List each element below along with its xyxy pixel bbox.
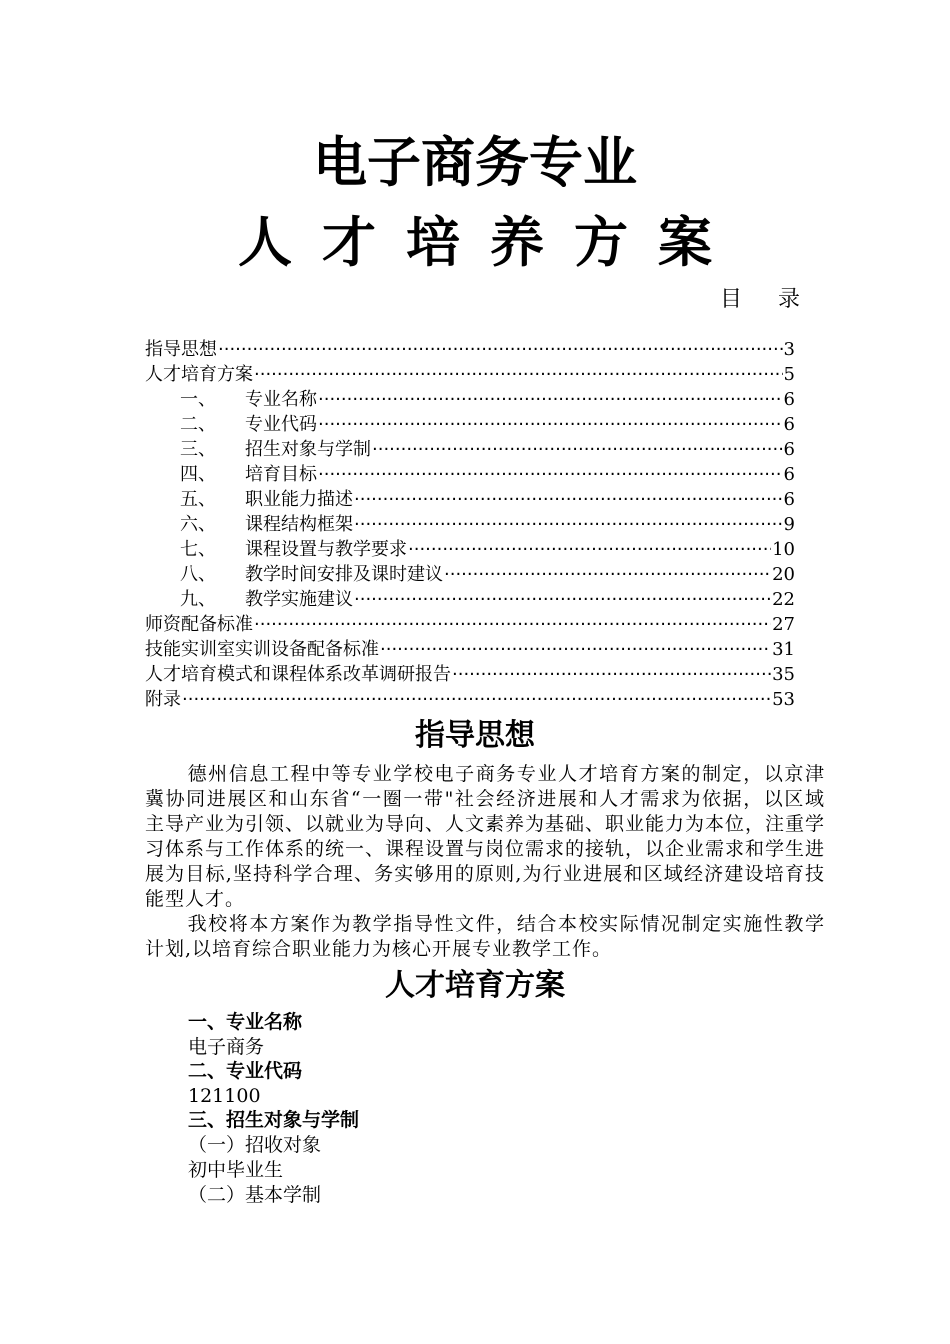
guide-paragraph-1 — [145, 762, 825, 912]
guide-paragraph-1-text: 德州信息工程中等专业学校电子商务专业人才培育方案的制定，以京津冀协同进展区和山东省“一圈一带"社会经济进展和人才需求为依据，以区域主导产业为引领、以就业为导向、人文素养为基础、职业能力为本位，注重学习体系与工作体系的统一、课程设置与岗位需求的接轨，以企业需求和学生进展为目标,坚持科学合理、务实够用的原则,为行业进展和区域经济建设培育技能型人才。 — [145, 763, 826, 910]
toc-item-number: 一、 — [180, 389, 216, 410]
toc-item-label: 技能实训室实训设备配备标准 — [145, 639, 379, 660]
toc-leader-dots — [372, 437, 783, 462]
toc-item-label: 职业能力描述 — [245, 489, 353, 510]
toc-item-label: 人才培育模式和课程体系改革调研报告 — [145, 664, 451, 685]
toc-leader-dots — [218, 337, 783, 362]
toc-item-page: 9 — [783, 514, 795, 535]
toc-item[interactable] — [145, 387, 795, 412]
toc-item[interactable] — [145, 437, 795, 462]
toc-item-label: 指导思想 — [145, 339, 217, 360]
toc-item-label: 招生对象与学制 — [245, 439, 371, 460]
section-title-plan: 人才培育方案 — [385, 968, 565, 1003]
toc-item[interactable] — [145, 562, 795, 587]
toc-item-page: 53 — [772, 689, 795, 710]
toc-item[interactable] — [145, 637, 795, 662]
toc-item-number: 六、 — [180, 514, 216, 535]
toc-item-number: 九、 — [180, 589, 216, 610]
toc-leader-dots — [254, 612, 771, 637]
toc-item-page: 6 — [783, 414, 795, 435]
subheading-enrollment-target: （一）招收对象 — [188, 1134, 322, 1156]
toc-leader-dots — [318, 387, 783, 412]
toc-leader-dots — [354, 512, 783, 537]
document-title-line1: 电子商务专业 — [313, 131, 637, 194]
text-major-name: 电子商务 — [188, 1036, 265, 1058]
guide-paragraph-2 — [145, 912, 825, 962]
text-enrollment-target: 初中毕业生 — [188, 1159, 284, 1181]
toc-item-page: 10 — [772, 539, 795, 560]
heading-enrollment: 三、招生对象与学制 — [188, 1109, 360, 1131]
toc-item-page: 3 — [783, 339, 795, 360]
toc-item-label: 教学实施建议 — [245, 589, 353, 610]
toc-item-page: 6 — [783, 489, 795, 510]
toc-item[interactable] — [145, 512, 795, 537]
guide-paragraph-2-text: 我校将本方案作为教学指导性文件，结合本校实际情况制定实施性教学计划,以培育综合职业能力为核心开展专业教学工作。 — [145, 913, 825, 960]
toc-leader-dots — [354, 587, 771, 612]
toc-item-label: 培育目标 — [245, 464, 317, 485]
toc-leader-dots — [318, 412, 783, 437]
toc-leader-dots — [182, 687, 771, 712]
toc-item[interactable] — [145, 362, 795, 387]
toc-item[interactable] — [145, 587, 795, 612]
toc-item-page: 35 — [772, 664, 795, 685]
toc-item-label: 人才培育方案 — [145, 364, 253, 385]
toc-item-label: 教学时间安排及课时建议 — [245, 564, 443, 585]
toc-item-page: 6 — [783, 439, 795, 460]
toc-item-label: 课程结构框架 — [245, 514, 353, 535]
toc-heading: 目录 — [720, 287, 837, 312]
toc-item[interactable] — [145, 337, 795, 362]
toc-leader-dots — [254, 362, 783, 387]
toc-item[interactable] — [145, 412, 795, 437]
toc-leader-dots — [380, 637, 771, 662]
toc-item[interactable] — [145, 612, 795, 637]
subheading-study-duration: （二）基本学制 — [188, 1184, 322, 1206]
toc-item-page: 6 — [783, 464, 795, 485]
toc-item[interactable] — [145, 537, 795, 562]
toc-item-number: 七、 — [180, 539, 216, 560]
toc-leader-dots — [452, 662, 771, 687]
toc-item-number: 八、 — [180, 564, 216, 585]
table-of-contents — [145, 337, 795, 712]
toc-item-number: 五、 — [180, 489, 216, 510]
toc-item-label: 附录 — [145, 689, 181, 710]
toc-item-label: 专业名称 — [245, 389, 317, 410]
toc-leader-dots — [318, 462, 783, 487]
toc-leader-dots — [408, 537, 771, 562]
toc-item-page: 22 — [772, 589, 795, 610]
heading-major-name: 一、专业名称 — [188, 1011, 303, 1033]
toc-item-page: 31 — [772, 639, 795, 660]
toc-item-page: 6 — [783, 389, 795, 410]
toc-item-number: 四、 — [180, 464, 216, 485]
toc-item-label: 专业代码 — [245, 414, 317, 435]
toc-item-label: 课程设置与教学要求 — [245, 539, 407, 560]
toc-leader-dots — [354, 487, 783, 512]
toc-item-page: 5 — [783, 364, 795, 385]
toc-leader-dots — [444, 562, 771, 587]
toc-item-label: 师资配备标准 — [145, 614, 253, 635]
toc-item-page: 27 — [772, 614, 795, 635]
toc-item-page: 20 — [772, 564, 795, 585]
toc-item[interactable] — [145, 462, 795, 487]
toc-item[interactable] — [145, 662, 795, 687]
toc-item[interactable] — [145, 687, 795, 712]
toc-item[interactable] — [145, 487, 795, 512]
section-title-guide: 指导思想 — [415, 718, 535, 753]
document-title-line2: 人才培养方案 — [238, 211, 742, 274]
heading-major-code: 二、专业代码 — [188, 1060, 303, 1082]
toc-item-number: 三、 — [180, 439, 216, 460]
toc-item-number: 二、 — [180, 414, 216, 435]
text-major-code: 121100 — [188, 1085, 261, 1107]
